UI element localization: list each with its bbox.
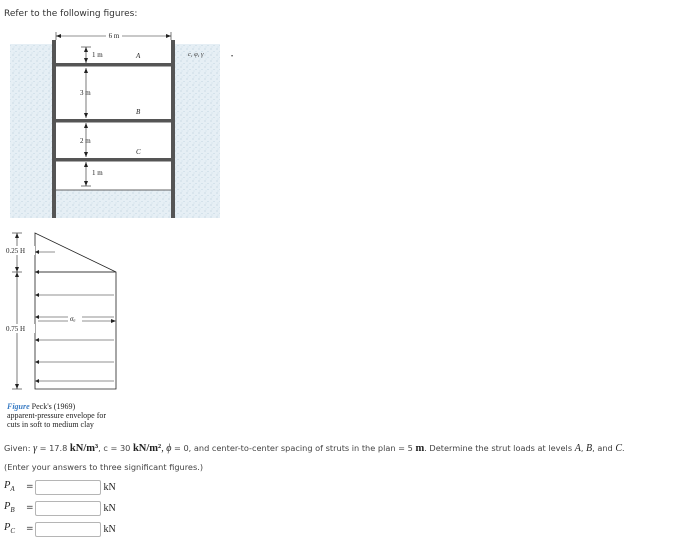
equals-sign: = [26,482,34,492]
dim-label-1: 1 m [92,51,103,59]
answer-input-pa[interactable] [35,480,101,495]
figure-caption [7,402,106,429]
answer-label-a: $P_A$ [4,480,15,494]
level-b: B [586,443,593,454]
gamma-unit: kN/m³ [69,443,99,454]
top-height-label: 0.25 H [6,247,26,255]
unit-label: kN [103,481,116,493]
given-statement [4,443,625,454]
strut-label-a: A [136,52,141,60]
given-tail: . Determine the strut loads at levels [424,443,575,453]
dim-label-3: 2 m [80,137,91,145]
dim-label-4: 1 m [92,169,103,177]
given-prefix: Given: [4,443,31,453]
stray-dot: • [231,54,234,60]
bottom-height-label: 0.75 H [6,325,26,333]
envelope-outline [35,233,116,389]
sigma-label: σₐ [70,315,76,323]
caption-line-1: Peck's (1969) [31,402,76,411]
c-unit: kN/m² [132,443,162,454]
answer-label-c: $P_C$ [4,522,16,536]
answer-row-a [4,478,116,496]
answer-row-c [4,520,116,538]
answer-row-b [4,499,116,517]
width-label: 6 m [108,32,120,40]
caption-line-3: cuts in soft to medium clay [7,420,94,429]
c-symbol: , c [98,443,108,453]
soil-properties-label: c, φ, γ [188,51,204,58]
figure-label: Figure [7,402,30,411]
given-and: , and [592,443,616,453]
c-value: = 30 [107,443,133,453]
answer-input-pb[interactable] [35,501,101,516]
dim-label-2: 3 m [80,89,91,97]
equals-sign: = [26,524,34,534]
caption-line-2: apparent-pressure envelope for [7,411,107,420]
answer-label-b: $P_B$ [4,501,15,515]
spacing-unit: m [415,443,425,454]
height-dimensions [12,233,22,389]
instruction-note: (Enter your answers to three significant figures.) [4,462,204,472]
strut-label-b: B [136,108,141,116]
gamma-symbol: γ [33,443,38,454]
phi-symbol: , ϕ [161,443,172,454]
given-end: . [622,443,625,453]
unit-label: kN [103,502,116,514]
phi-text: = 0, and center-to-center spacing of struts in the plan = 5 [171,443,416,453]
level-c: C [615,443,623,454]
gamma-value: = 17.8 [37,443,70,453]
strut-label-c: C [136,148,141,156]
level-a: A [574,443,581,454]
given-comma: , [580,443,587,453]
intro-text: Refer to the following figures: [4,9,138,19]
answer-input-pc[interactable] [35,522,101,537]
unit-label: kN [103,523,116,535]
equals-sign: = [26,503,34,513]
